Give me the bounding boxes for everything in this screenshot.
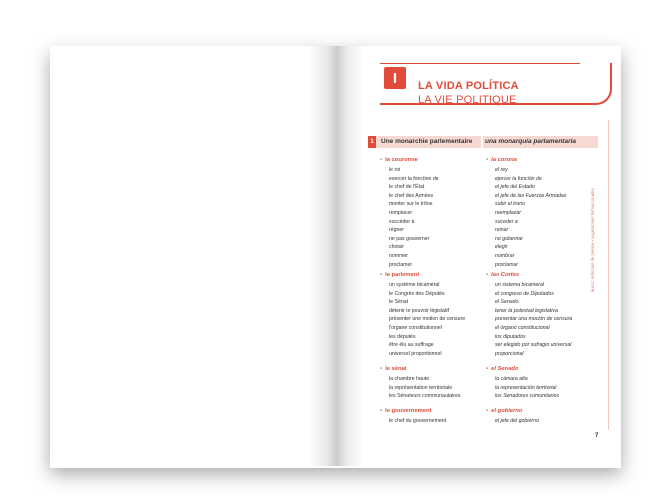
group-title: [486, 366, 519, 372]
section-number: 1: [368, 136, 376, 148]
vocab-line: los diputados: [495, 333, 526, 340]
group-title-text: le parlement: [385, 272, 420, 278]
vocab-line: régner: [389, 227, 404, 234]
vocab-line: les Sénateurs communautaires: [389, 393, 461, 400]
group-title-text: la corona: [491, 157, 517, 163]
vocab-line: le roi: [389, 167, 401, 173]
vocab-line: ejercer la función de: [495, 175, 542, 182]
vocab-line: la chambre haute: [389, 376, 430, 382]
vocab-line: la représentation territoriale: [389, 384, 453, 391]
vocab-line: proporcional: [495, 350, 524, 357]
group-title-text: le gouvernement: [385, 408, 432, 414]
vocab-line: être élu au suffrage: [389, 342, 434, 349]
vocab-line: exercer la fonction de: [389, 175, 439, 182]
vocab-line: elegir: [495, 244, 508, 251]
group-title: [380, 272, 419, 278]
vocab-line: presentar una moción de censura: [495, 316, 573, 323]
bullet-icon: ●: [486, 408, 489, 413]
vocab-line: l'organe constitutionnel: [389, 325, 442, 331]
vocab-line: le chef des Armées: [389, 192, 434, 199]
vocab-line: el jefe del gobierno: [495, 418, 539, 424]
vocab-line: universel proportionnel: [389, 350, 442, 357]
bullet-icon: ●: [380, 272, 383, 277]
vocab-line: le Congrès des Députés: [389, 290, 445, 297]
side-rule: [608, 120, 609, 430]
group-title-text: le sénat: [385, 366, 407, 372]
vocab-line: el congreso de Diputados: [495, 290, 554, 297]
bullet-icon: ●: [486, 366, 489, 371]
group-title-text: el gobierno: [491, 408, 523, 414]
vocab-line: el órgano constitucional: [495, 325, 550, 331]
left-page: [50, 46, 336, 466]
vocab-line: reemplazar: [495, 210, 521, 216]
vocab-line: no gobernar: [495, 235, 523, 242]
vocab-line: los Senadores comunitarios: [495, 393, 560, 400]
chapter-title-es: LA VIDA POLÍTICA: [418, 80, 519, 92]
side-running-text: lexico: reformas de prensa • sugestiones formas prueba: [590, 188, 595, 292]
vocab-line: el jefe del Estado: [495, 184, 535, 191]
group-title: [486, 157, 517, 163]
vocab-line: reinar: [495, 227, 509, 234]
group-title: [486, 272, 519, 278]
vocab-line: el rey: [495, 167, 508, 173]
group-title-text: las Cortes: [491, 272, 520, 278]
section-title-es: una monarquía parlamentaria: [485, 138, 577, 145]
group-title-text: la couronne: [385, 157, 418, 163]
bullet-icon: ●: [486, 272, 489, 277]
page-number: 7: [595, 433, 599, 439]
vocab-line: le chef du gouvernement: [389, 418, 447, 424]
section-separator: [481, 136, 483, 148]
vocab-line: le chef de l'État: [389, 184, 425, 191]
vocab-line: un sistema bicameral: [495, 282, 545, 288]
section-title-fr: Une monarchie parlementaire: [381, 138, 473, 145]
vocab-line: ser elegido por sufragio universal: [495, 342, 572, 349]
bullet-icon: ●: [380, 366, 383, 371]
vocab-line: le Sénat: [389, 299, 409, 306]
vocab-line: monter sur le trône: [389, 201, 433, 208]
vocab-line: succéder à: [389, 218, 415, 225]
vocab-line: remplacer: [389, 210, 413, 216]
vocab-line: tener la potestad legislativa: [495, 307, 558, 314]
bullet-icon: ●: [380, 157, 383, 162]
bullet-icon: ●: [486, 157, 489, 162]
vocab-line: nombrar: [495, 253, 515, 259]
vocab-line: présenter une motion de censure: [389, 316, 466, 323]
vocab-line: détenir le pouvoir législatif: [389, 307, 449, 314]
vocab-line: nommer: [389, 253, 409, 259]
chapter-number: I: [384, 67, 406, 89]
vocab-line: el jefe de las Fuerzas Armadas: [495, 192, 567, 199]
group-title: [380, 408, 432, 414]
vocab-line: la cámara alta: [495, 376, 528, 382]
group-title-text: el Senado: [491, 366, 519, 372]
group-title: [486, 408, 522, 414]
vocab-line: la representación territorial: [495, 384, 557, 391]
vocab-line: el Senado: [495, 299, 519, 306]
bullet-icon: ●: [380, 408, 383, 413]
vocab-line: les députés: [389, 333, 416, 340]
vocab-line: un système bicaméral: [389, 282, 440, 288]
group-title: [380, 157, 418, 163]
vocab-line: choisir: [389, 244, 404, 251]
vocab-line: ne pas gouverner: [389, 235, 430, 242]
vocab-line: proclamar: [495, 261, 519, 268]
vocab-line: subir al trono: [495, 201, 525, 208]
chapter-title-fr: LA VIE POLITIQUE: [418, 94, 517, 106]
vocab-line: proclamer: [389, 261, 413, 268]
vocab-line: suceder a: [495, 218, 518, 225]
group-title: [380, 366, 407, 372]
right-page: [336, 46, 621, 466]
